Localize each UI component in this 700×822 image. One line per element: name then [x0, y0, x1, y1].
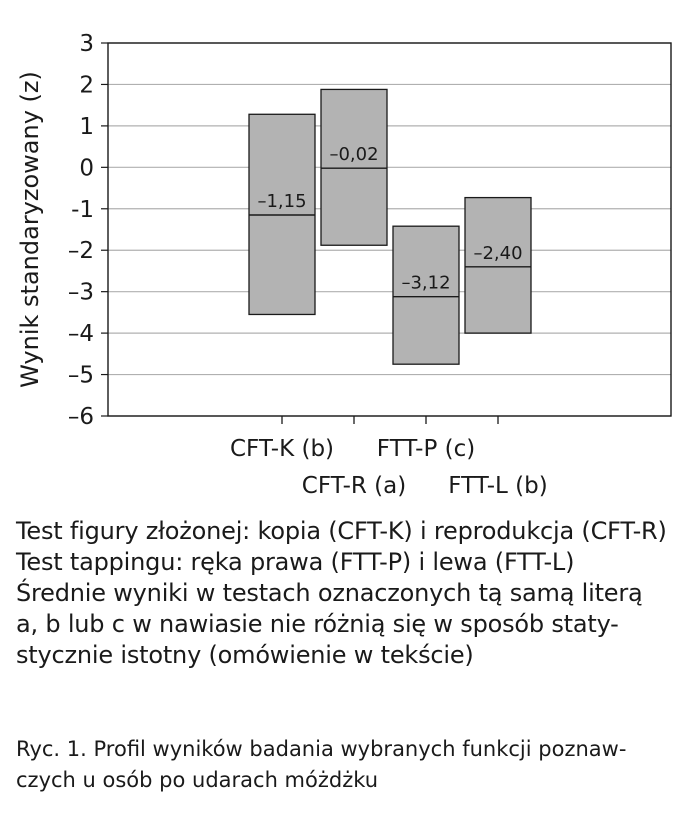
x-tick-label: FTT-L (b): [448, 473, 548, 499]
data-label: –0,02: [329, 144, 379, 166]
legend-line-cft: Test figury złożonej: kopia (CFT-K) i reprodukcja (CFT-R): [16, 517, 667, 545]
y-tick-label: –2: [67, 238, 94, 265]
data-label: –2,40: [473, 242, 523, 264]
data-label: –3,12: [401, 272, 451, 294]
y-tick-label: 3: [79, 31, 94, 57]
legend-line-significance-1: Średnie wyniki w testach oznaczonych tą samą literą: [16, 579, 643, 607]
box: [321, 89, 387, 245]
y-tick-label: –4: [67, 321, 94, 348]
x-tick-label: CFT-R (a): [301, 473, 407, 499]
caption-label: Ryc. 1.: [16, 737, 87, 761]
caption-text-1: Profil wyników badania wybranych funkcji poznaw-: [93, 737, 627, 761]
x-tick-label: CFT-K (b): [229, 436, 335, 462]
legend-line-ftt: Test tappingu: ręka prawa (FTT-P) i lewa (FTT-L): [16, 548, 575, 576]
y-tick-label: –3: [67, 279, 94, 306]
figure-caption: [16, 734, 696, 796]
y-tick-label: 0: [79, 155, 94, 182]
caption-text-2: czych u osób po udarach móżdżku: [16, 768, 379, 792]
y-axis-label: Wynik standaryzowany (z): [16, 71, 44, 388]
box: [465, 198, 531, 334]
legend-line-significance-3: stycznie istotny (omówienie w tekście): [16, 641, 474, 669]
y-tick-label: –5: [67, 362, 94, 389]
chart-legend-notes: [16, 516, 696, 671]
data-label: –1,15: [257, 190, 307, 212]
y-tick-label: 1: [79, 113, 94, 140]
plot-frame: [108, 43, 671, 416]
y-tick-label: -1: [71, 196, 94, 223]
x-tick-label: FTT-P (c): [376, 436, 476, 462]
y-tick-label: –6: [67, 404, 94, 430]
box: [393, 226, 459, 364]
y-tick-label: 2: [79, 72, 94, 99]
legend-line-significance-2: a, b lub c w nawiasie nie różnią się w sposób staty-: [16, 610, 619, 638]
